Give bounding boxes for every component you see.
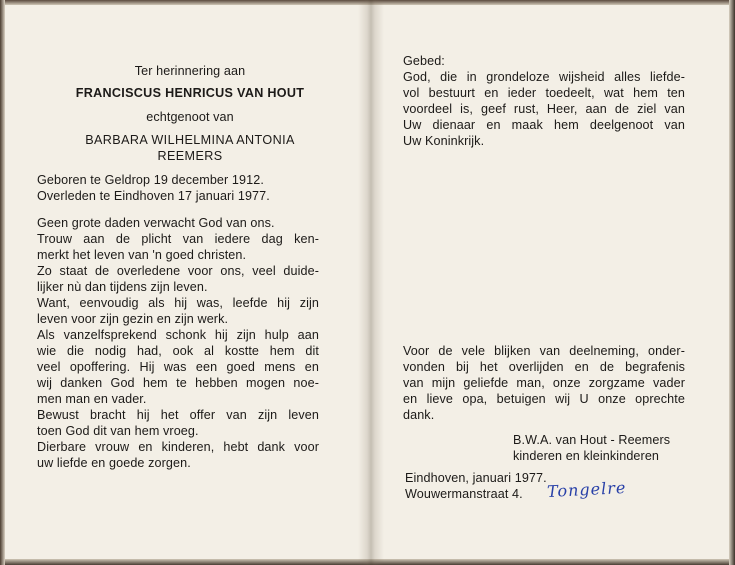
poem-line: Als vanzelfsprekend schonk hij zijn hulp aan: [37, 328, 319, 342]
poem-line: Trouw aan de plicht van iedere dag ken-: [37, 232, 319, 246]
place-date: Eindhoven, januari 1977.: [405, 471, 547, 485]
thanks-line: dank.: [403, 408, 435, 422]
prayer-line: Uw Koninkrijk.: [403, 134, 485, 148]
prayer-line: God, die in grondeloze wijsheid alles liefde-: [403, 70, 685, 84]
spouse-name-line-1: BARBARA WILHELMINA ANTONIA: [85, 133, 295, 147]
card-edge-left: [0, 0, 5, 565]
spouse-intro: echtgenoot van: [146, 110, 234, 124]
thanks-line: Voor de vele blijken van deelneming, onder-: [403, 344, 685, 358]
thanks-line: van mijn geliefde man, onze zorgzame vader: [403, 376, 685, 390]
poem-line: Want, eenvoudig als hij was, leefde hij zijn: [37, 296, 319, 310]
card-fold: [358, 0, 384, 565]
signature-family: kinderen en kleinkinderen: [513, 449, 660, 463]
prayer-line: vol bestuurt en ieder toedeelt, wat hem ten: [403, 86, 685, 100]
thanks-text: [403, 343, 685, 423]
prayer-heading: Gebed:: [403, 54, 445, 68]
card-edge-right: [729, 0, 735, 565]
poem-line: Zo staat de overledene voor ons, veel duide-: [37, 264, 319, 278]
address: Wouwermanstraat 4.: [405, 487, 523, 501]
signature-name: B.W.A. van Hout - Reemers: [513, 433, 671, 447]
prayer-line: Uw dienaar en maak hem deelgenoot van: [403, 118, 685, 132]
poem: [37, 215, 319, 471]
handwritten-note: Tongelre: [546, 477, 627, 502]
poem-line: lijker nù dan tijdens zijn leven.: [37, 280, 208, 294]
poem-line: wij danken God hem te hebben mogen noe-: [37, 376, 319, 390]
poem-line: toen God dit van hem vroeg.: [37, 424, 199, 438]
thanks-line: vonden bij het overlijden en de begrafenis: [403, 360, 685, 374]
poem-line: Dierbare vrouw en kinderen, hebt dank voor: [37, 440, 319, 454]
spouse-name-line-2: REEMERS: [157, 149, 223, 163]
poem-line: Geen grote daden verwacht God van ons.: [37, 216, 275, 230]
birth-date: Geboren te Geldrop 19 december 1912.: [37, 173, 264, 187]
deceased-name: FRANCISCUS HENRICUS VAN HOUT: [75, 86, 305, 100]
poem-line: men man en vader.: [37, 392, 147, 406]
poem-line: merkt het leven van 'n goed christen.: [37, 248, 247, 262]
intro-text: Ter herinnering aan: [134, 64, 246, 78]
death-date: Overleden te Eindhoven 17 januari 1977.: [37, 189, 270, 203]
poem-line: leven voor zijn gezin en zijn werk.: [37, 312, 229, 326]
poem-line: uw liefde en goede zorgen.: [37, 456, 191, 470]
prayer-line: voordeel is, geef rust, Heer, aan de ziel van: [403, 102, 685, 116]
poem-line: veel opoffering. Hij was een goed mens en: [37, 360, 319, 374]
prayer-text: [403, 69, 685, 149]
poem-line: Bewust bracht hij het offer van zijn leven: [37, 408, 319, 422]
poem-line: wie die nodig had, ook al kostte hem dit: [37, 344, 319, 358]
thanks-line: en lieve opa, betuigen wij U onze oprechte: [403, 392, 685, 406]
